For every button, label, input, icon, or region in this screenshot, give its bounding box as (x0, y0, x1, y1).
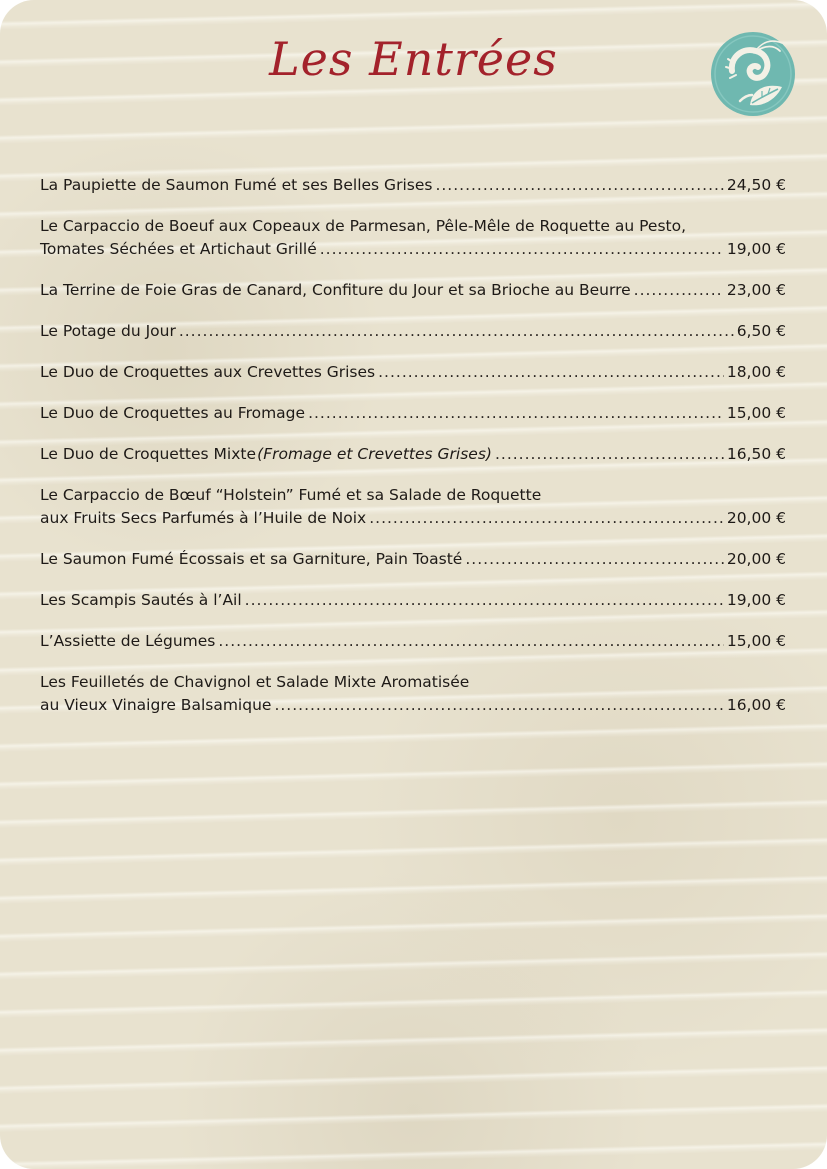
item-name: Le Saumon Fumé Écossais et sa Garniture, Pain Toasté (40, 550, 463, 568)
item-line (40, 174, 786, 197)
dot-leader (179, 320, 734, 343)
item-line (40, 671, 786, 694)
item-line (40, 589, 786, 612)
list-item (40, 548, 786, 571)
dot-leader (320, 238, 724, 261)
list-item (40, 443, 786, 466)
item-note: (Fromage et Crevettes Grises) (257, 445, 492, 463)
item-line (40, 484, 786, 507)
item-price: 19,00 € (726, 240, 786, 258)
dot-leader (274, 694, 723, 717)
entrees-list (40, 174, 786, 735)
list-item (40, 361, 786, 384)
item-price: 15,00 € (726, 632, 786, 650)
item-price: 20,00 € (726, 550, 786, 568)
list-item (40, 671, 786, 717)
shrimp-icon (710, 31, 796, 117)
dot-leader (378, 361, 724, 384)
dot-leader (308, 402, 724, 425)
list-item (40, 630, 786, 653)
item-price: 23,00 € (726, 281, 786, 299)
item-line (40, 320, 786, 343)
dot-leader (245, 589, 724, 612)
item-price: 24,50 € (726, 176, 786, 194)
item-name: Le Duo de Croquettes aux Crevettes Grises (40, 363, 376, 381)
item-name: La Paupiette de Saumon Fumé et ses Belles Grises (40, 176, 433, 194)
item-price: 19,00 € (726, 591, 786, 609)
dot-leader (435, 174, 723, 197)
item-price: 15,00 € (726, 404, 786, 422)
item-line (40, 507, 786, 530)
list-item (40, 279, 786, 302)
dot-leader (218, 630, 723, 653)
item-line (40, 548, 786, 571)
item-name: Le Potage du Jour (40, 322, 176, 340)
item-name: aux Fruits Secs Parfumés à l’Huile de Noix (40, 509, 367, 527)
item-price: 20,00 € (726, 509, 786, 527)
item-price: 18,00 € (726, 363, 786, 381)
item-name: Tomates Séchées et Artichaut Grillé (40, 240, 317, 258)
item-line (40, 694, 786, 717)
item-price: 16,00 € (726, 696, 786, 714)
item-name: L’Assiette de Légumes (40, 632, 216, 650)
item-name: au Vieux Vinaigre Balsamique (40, 696, 272, 714)
item-line (40, 238, 786, 261)
list-item (40, 174, 786, 197)
item-line (40, 630, 786, 653)
page-title: Les Entrées (269, 32, 558, 86)
list-item (40, 215, 786, 261)
list-item (40, 402, 786, 425)
dot-leader (465, 548, 723, 571)
item-line (40, 443, 786, 466)
list-item (40, 320, 786, 343)
item-description: Le Carpaccio de Bœuf “Holstein” Fumé et sa Salade de Roquette (40, 486, 542, 504)
dot-leader (634, 279, 724, 302)
item-price: 16,50 € (726, 445, 786, 463)
item-line (40, 279, 786, 302)
item-name: La Terrine de Foie Gras de Canard, Confiture du Jour et sa Brioche au Beurre (40, 281, 631, 299)
item-description: Le Carpaccio de Boeuf aux Copeaux de Parmesan, Pêle-Mêle de Roquette au Pesto, (40, 217, 687, 235)
dot-leader (369, 507, 724, 530)
dot-leader (495, 443, 724, 466)
item-line (40, 215, 786, 238)
list-item (40, 484, 786, 530)
item-price: 6,50 € (736, 322, 786, 340)
list-item (40, 589, 786, 612)
item-line (40, 361, 786, 384)
item-name: Le Duo de Croquettes au Fromage (40, 404, 306, 422)
item-name: Les Scampis Sautés à l’Ail (40, 591, 242, 609)
item-line (40, 402, 786, 425)
item-description: Les Feuilletés de Chavignol et Salade Mixte Aromatisée (40, 673, 470, 691)
item-name: Le Duo de Croquettes Mixte (40, 445, 256, 463)
